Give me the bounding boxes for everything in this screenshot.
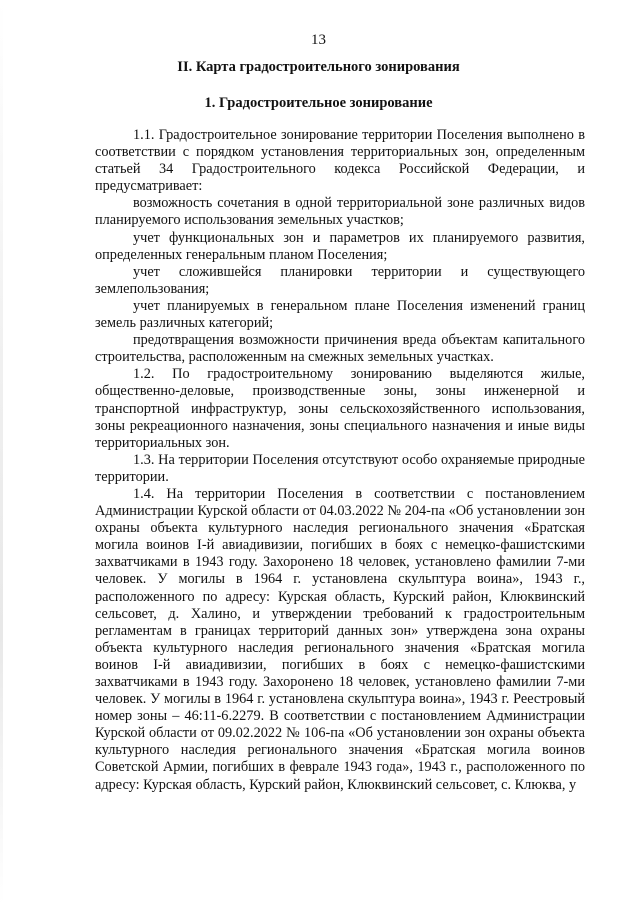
scan-edge — [0, 0, 3, 905]
paragraph-1-2: 1.2. По градостроительному зонированию выделяются жилые, общественно-деловые, производственные зоны, зоны инженерной и транспортной инфраструктур, зоны сельскохозяйственного использования, зоны рекреационного назначения, зоны специального назначения и иные виды территориальных зон. — [95, 366, 585, 451]
page-number: 13 — [311, 32, 326, 48]
paragraph-1-4: 1.4. На территории Поселения в соответствии с постановлением Администрации Курской области от 04.03.2022 № 204-па «Об установлении зон охраны объекта культурного наследия регионального значения «Братская могила воинов I-й авиадивизии, погибших в боях с немецко-фашистскими захватчиками в 1943 году. Захоронено 18 человек, установлено фамилии 7-ми человек. У могилы в 1964 г. установлена скульптура воина», 1943 г., расположенного по адресу: Курская область, Курский район, Клюквинский сельсовет, д. Халино, и утверждении требований к градостроительным регламентам в границах территорий данных зон» утверждена зона охраны объекта культурного наследия регионального значения «Братская могила воинов I-й авиадивизии, погибших в боях с немецко-фашистскими захватчиками в 1943 году. Захоронено 18 человек, установлено фамилии 7-ми человек. У могилы в 1964 г. установлена скульптура воина», 1943 г. Реестровый номер зоны – 46:11-6.2279. В соответствии с постановлением Администрации Курской области от 09.02.2022 № 106-па «Об установлении зон охраны объекта культурного наследия регионального значения «Братская могила воинов Советской Армии, погибших в феврале 1943 года», 1943 г., расположенного по адресу: Курская область, Курский район, Клюквинский сельсовет, с. Клюква, у — [95, 485, 585, 793]
paragraph-list-item-4: учет планируемых в генеральном плане Поселения изменений границ земель различных категорий; — [95, 297, 585, 332]
section-title: II. Карта градостроительного зонирования — [177, 59, 460, 75]
document-body — [95, 127, 585, 794]
subsection-title: 1. Градостроительное зонирование — [204, 95, 433, 111]
paragraph-list-item-5: предотвращения возможности причинения вреда объектам капитального строительства, расположенным на смежных земельных участках. — [95, 332, 585, 366]
paragraph-list-item-2: учет функциональных зон и параметров их планируемого развития, определенных генеральным планом Поселения; — [95, 229, 585, 263]
paragraph-list-item-1: возможность сочетания в одной территориальной зоне различных видов планируемого использования земельных участков; — [95, 195, 585, 229]
paragraph-list-item-3: учет сложившейся планировки территории и существующего землепользования; — [95, 263, 585, 297]
paragraph-1-1: 1.1. Градостроительное зонирование территории Поселения выполнено в соответствии с порядком установления территориальных зон, определенным статьей 34 Градостроительного кодекса Российской Федерации, и предусматривает: — [95, 127, 585, 195]
paragraph-1-3: 1.3. На территории Поселения отсутствуют особо охраняемые природные территории. — [95, 451, 585, 485]
